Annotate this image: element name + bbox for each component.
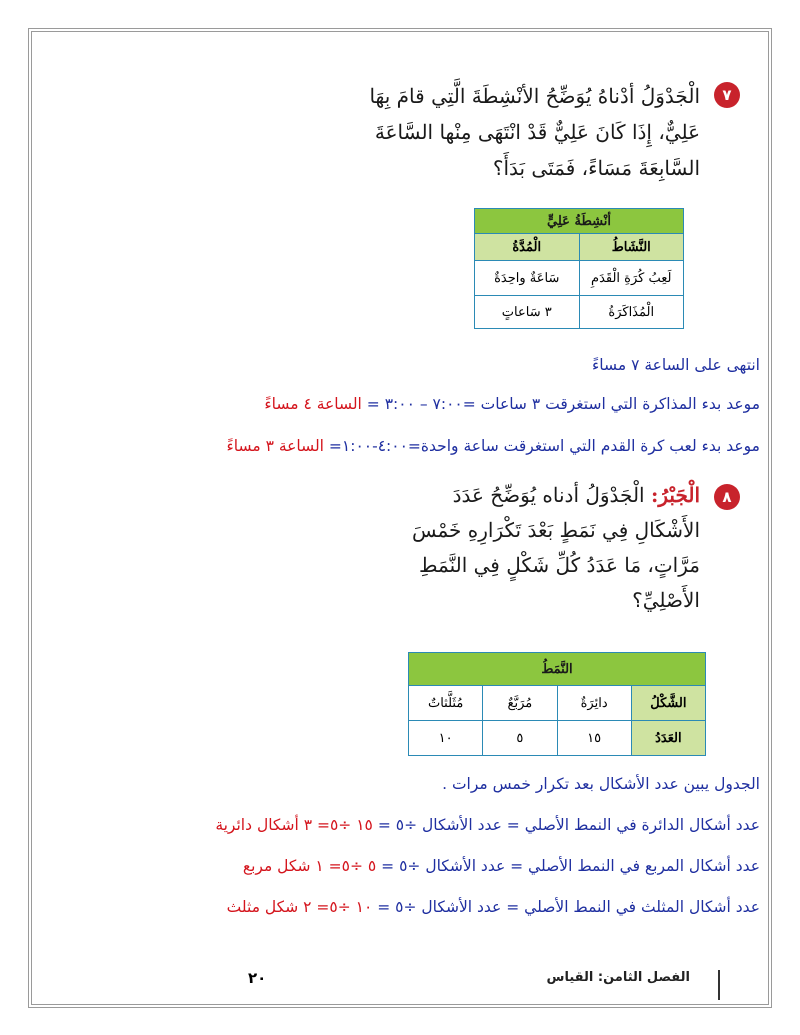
question-7-line: السَّابِعَةَ مَسَاءً، فَمَتَى بَدَأَ؟ bbox=[492, 156, 700, 180]
question-7-badge: ٧ bbox=[714, 82, 740, 108]
table-cell: ٥ bbox=[483, 721, 557, 756]
answer-line: موعد بدء لعب كرة القدم التي استغرقت ساعة واحدة=٤:٠٠-١:٠٠= الساعة ٣ مساءً bbox=[226, 437, 760, 455]
answer-line: عدد أشكال المثلث في النمط الأصلي = عدد الأشكال ÷٥ = ١٠ ÷٥= ٢ شكل مثلث bbox=[226, 898, 760, 916]
answer-line: انتهى على الساعة ٧ مساءً bbox=[592, 356, 760, 374]
row-label: الشَّكْلُ bbox=[631, 686, 705, 721]
table-cell: الْمُذَاكَرَةُ bbox=[579, 296, 684, 329]
question-8-text bbox=[412, 478, 700, 618]
question-8-line: الأَشْكَالِ فِي نَمَطٍ بَعْدَ تَكْرَارِهِ خَمْسَ bbox=[412, 518, 700, 542]
question-8-badge: ٨ bbox=[714, 484, 740, 510]
table-header: الْمُدَّةُ bbox=[475, 234, 580, 261]
table-cell: مُرَبَّعٌ bbox=[483, 686, 557, 721]
chapter-topic: القياس bbox=[546, 970, 594, 985]
table-cell: ١٠ bbox=[409, 721, 483, 756]
table-title: النَّمَطُ bbox=[409, 653, 706, 686]
answer-line: موعد بدء المذاكرة التي استغرقت ٣ ساعات =٧:٠٠ – ٣:٠٠ = الساعة ٤ مساءً bbox=[264, 395, 760, 413]
footer-divider bbox=[718, 970, 720, 1000]
pattern-table bbox=[408, 652, 706, 756]
question-7-line: عَلِيٌّ، إِذَا كَانَ عَلِيٌّ قَدْ انْتَهَى مِنْها السَّاعَةَ bbox=[374, 120, 700, 144]
activities-table bbox=[474, 208, 684, 329]
table-cell: ٣ سَاعاتٍ bbox=[475, 296, 580, 329]
answer-line: عدد أشكال الدائرة في النمط الأصلي = عدد الأشكال ÷٥ = ١٥ ÷٥= ٣ أشكال دائرية bbox=[215, 816, 760, 834]
row-label: العَدَدُ bbox=[631, 721, 705, 756]
table-header: النَّشَاطُ bbox=[579, 234, 684, 261]
table-cell: مُثَلَّثاتٌ bbox=[409, 686, 483, 721]
table-cell: ١٥ bbox=[557, 721, 631, 756]
table-title: أنْشِطَةُ عَلِيٍّ bbox=[475, 209, 684, 234]
question-8-line: الأَصْلِيِّ؟ bbox=[632, 588, 700, 612]
table-cell: دائِرَةٌ bbox=[557, 686, 631, 721]
question-7-line: الْجَدْوَلُ أدْناهُ يُوَضِّحُ الأنْشِطَةَ الَّتِي قامَ بِهَا bbox=[369, 84, 700, 108]
table-cell: سَاعَةٌ واحِدَةٌ bbox=[475, 261, 580, 296]
question-8-line: مَرَّاتٍ، مَا عَدَدُ كُلِّ شَكْلٍ فِي النَّمَطِ bbox=[419, 553, 700, 577]
answer-line: الجدول يبين عدد الأشكال بعد تكرار خمس مرات . bbox=[442, 775, 760, 793]
chapter-label: الفصل الثامن: bbox=[597, 970, 690, 985]
answer-line: عدد أشكال المربع في النمط الأصلي = عدد الأشكال ÷٥ = ٥ ÷٥= ١ شكل مربع bbox=[242, 857, 760, 875]
question-8-line: الْجَبْرُ: الْجَدْوَلُ أدناه يُوَضِّحُ عَدَدَ bbox=[452, 483, 700, 507]
page-number: ٢٠ bbox=[248, 969, 267, 987]
algebra-keyword: الْجَبْرُ: bbox=[650, 483, 700, 507]
chapter-footer bbox=[547, 970, 690, 985]
question-7-text bbox=[369, 78, 700, 186]
table-cell: لَعِبُ كُرَةِ الْقَدَمِ bbox=[579, 261, 684, 296]
